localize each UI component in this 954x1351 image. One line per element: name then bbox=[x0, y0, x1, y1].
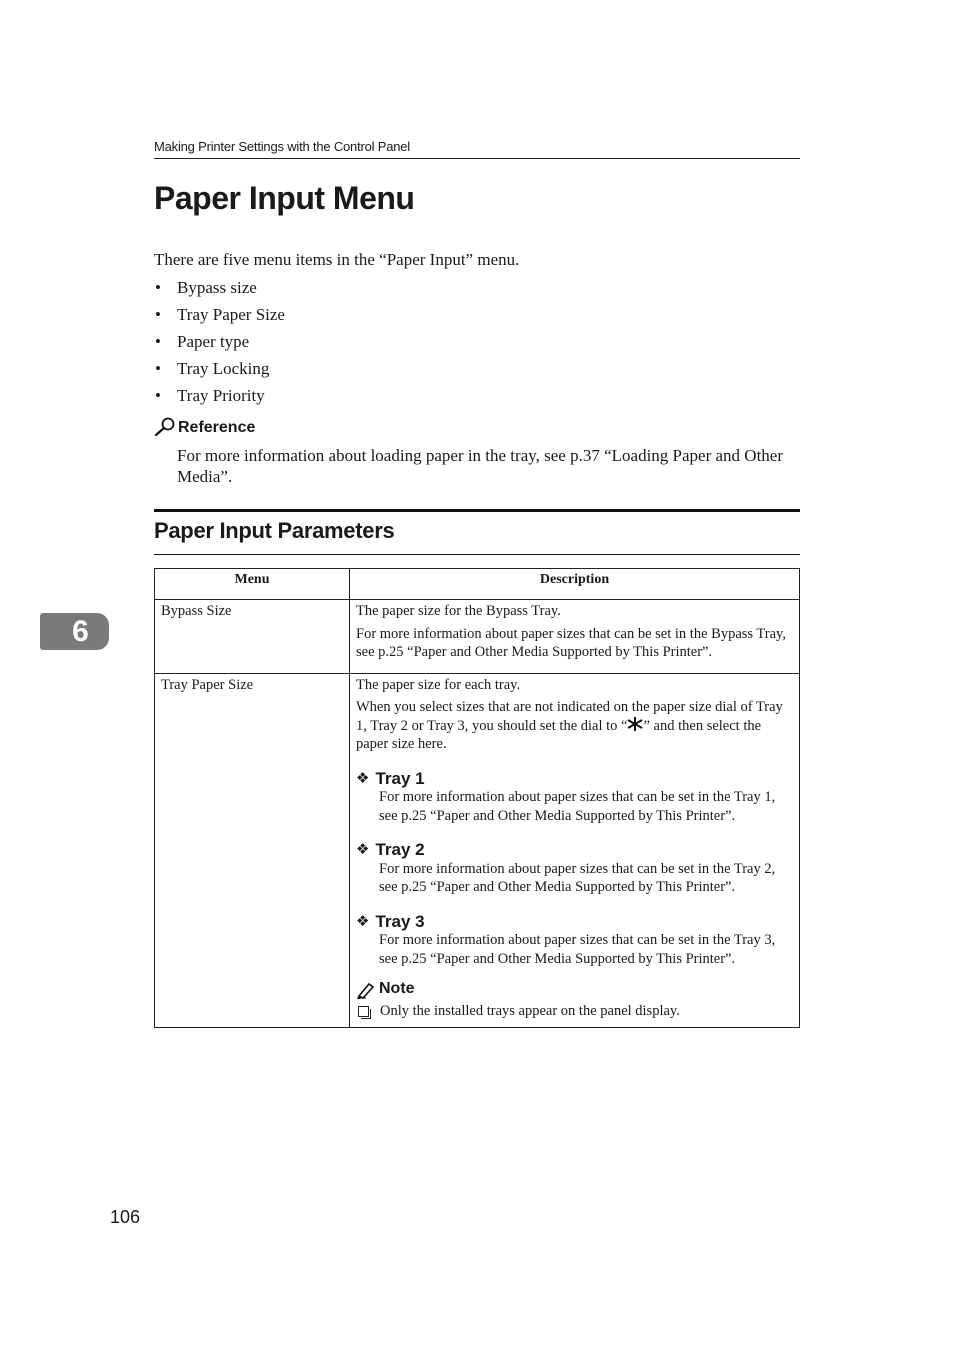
description-line: The paper size for each tray. bbox=[356, 676, 521, 693]
bullet: • bbox=[155, 359, 161, 378]
section-rule-bottom bbox=[154, 554, 800, 555]
note-label: Note bbox=[379, 980, 415, 997]
diamond-icon: ❖ bbox=[356, 841, 370, 858]
section-title: Paper Input Parameters bbox=[154, 518, 395, 543]
page-number: 106 bbox=[110, 1207, 141, 1227]
reference-text: For more information about loading paper in the tray, see p.37 “Loading Paper and Other Media”. bbox=[177, 446, 783, 486]
bullet: • bbox=[155, 386, 161, 405]
description-paragraph: When you select sizes that are not indicated on the paper size dial of Tray 1, Tray 2 or Tray 3, you should set the dial to “ ” and then select the paper size here. bbox=[356, 699, 783, 752]
subsection-heading-tray-1: ❖ Tray 1 bbox=[356, 768, 425, 788]
reference-label: Reference bbox=[178, 419, 256, 436]
running-header: Making Printer Settings with the Control Panel bbox=[154, 139, 410, 154]
note-heading bbox=[356, 980, 793, 999]
subsection-text: For more information about paper sizes that can be set in the Tray 2, see p.25 “Paper and Other Media Supported by This Printer”. bbox=[379, 860, 776, 895]
column-header-menu: Menu bbox=[155, 569, 350, 600]
chapter-tab: 6 bbox=[40, 613, 109, 650]
description-cell bbox=[350, 600, 800, 674]
bullet: • bbox=[155, 278, 161, 297]
table-row bbox=[155, 600, 800, 674]
note-item bbox=[356, 1002, 793, 1021]
subsection-heading-tray-2: ❖ Tray 2 bbox=[356, 840, 425, 859]
list-item: • Bypass size bbox=[155, 278, 257, 297]
table-row bbox=[155, 673, 800, 1028]
description-paragraph: For more information about paper sizes that can be set in the Bypass Tray, see p.25 “Paper and Other Media Supported by This Printer”. bbox=[356, 625, 786, 660]
subsection-heading-tray-3: ❖ Tray 3 bbox=[356, 911, 425, 931]
diamond-icon: ❖ bbox=[356, 769, 370, 787]
page-title: Paper Input Menu bbox=[154, 180, 415, 216]
note-text: Only the installed trays appear on the panel display. bbox=[380, 1002, 680, 1019]
intro-text: There are five menu items in the “Paper Input” menu. bbox=[154, 250, 520, 269]
list-item: • Tray Locking bbox=[155, 359, 270, 378]
list-item: • Tray Paper Size bbox=[155, 305, 285, 324]
section-rule-top bbox=[154, 509, 800, 512]
pencil-icon bbox=[356, 981, 375, 999]
checkbox-icon bbox=[358, 1006, 369, 1017]
description-line: The paper size for the Bypass Tray. bbox=[356, 603, 561, 619]
reference-heading bbox=[154, 417, 255, 437]
magnifier-icon bbox=[154, 417, 176, 437]
description-cell bbox=[350, 673, 800, 1028]
header-rule bbox=[154, 158, 800, 159]
subsection-text: For more information about paper sizes that can be set in the Tray 3, see p.25 “Paper and Other Media Supported by This Printer”. bbox=[379, 932, 776, 967]
table-header-row bbox=[155, 569, 800, 600]
column-header-description: Description bbox=[350, 569, 800, 600]
parameters-table bbox=[154, 568, 800, 1028]
diamond-icon: ❖ bbox=[356, 912, 370, 930]
bullet: • bbox=[155, 305, 161, 324]
menu-cell: Tray Paper Size bbox=[155, 673, 350, 1028]
menu-item-list bbox=[154, 277, 285, 412]
list-item: • Paper type bbox=[155, 332, 250, 351]
list-item: • Tray Priority bbox=[155, 386, 265, 405]
menu-cell: Bypass Size bbox=[155, 600, 350, 674]
asterisk-dial-icon bbox=[627, 717, 643, 731]
subsection-text: For more information about paper sizes that can be set in the Tray 1, see p.25 “Paper and Other Media Supported by This Printer”. bbox=[379, 789, 776, 824]
bullet: • bbox=[155, 332, 161, 351]
